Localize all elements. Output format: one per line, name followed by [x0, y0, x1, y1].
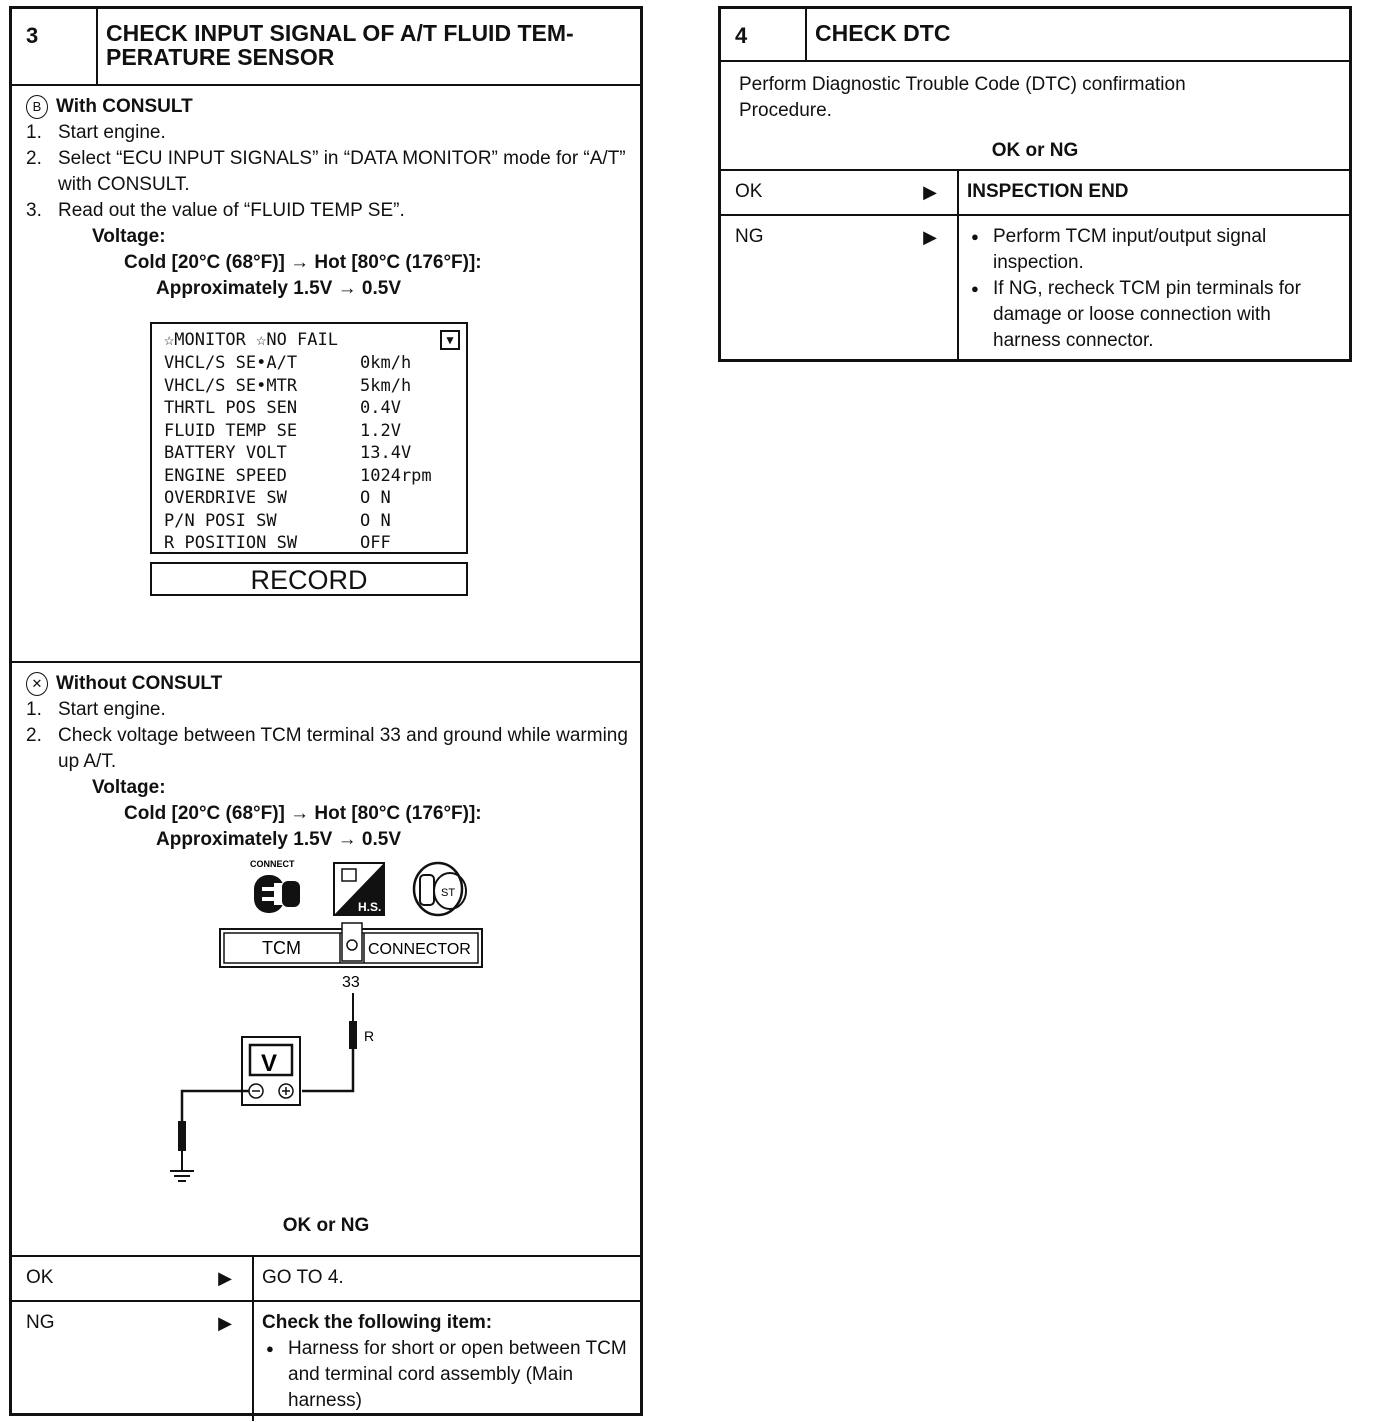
consult-monitor-screen [150, 322, 468, 554]
connect-icon [250, 859, 300, 913]
step4-header [721, 9, 1349, 62]
step4-result-ok [721, 169, 1349, 214]
svg-text:H.S.: H.S. [358, 900, 382, 914]
svg-text:CONNECT: CONNECT [250, 859, 295, 869]
step3-box [9, 6, 643, 1416]
arrow-right-icon: ▶ [923, 227, 937, 247]
list-item: 2. Check voltage between TCM terminal 33 and ground while warming up A/T. [26, 725, 628, 772]
svg-text:CONNECTOR: CONNECTOR [368, 941, 471, 958]
ok-label: OK [26, 1267, 54, 1288]
ok-action: GO TO 4. [262, 1267, 344, 1288]
scroll-down-icon[interactable]: ▼ [440, 330, 460, 350]
arrow-right-icon: ▶ [923, 182, 937, 202]
step3-title: CHECK INPUT SIGNAL OF A/T FLUID TEM-PERATURE SENSOR [106, 20, 574, 70]
monitor-header: ☆MONITOR ☆NO FAIL [164, 330, 338, 350]
step3-number: 3 [12, 9, 98, 84]
list-item: ● Harness for short or open between TCM and terminal cord assembly (Main harness) [262, 1336, 632, 1414]
tcm-voltage-diagram [12, 853, 612, 1213]
list-item: ● If NG, recheck TCM pin terminals for damage or loose connection with harness connector. [967, 276, 1341, 354]
svg-text:ST: ST [441, 887, 456, 899]
step3-header [12, 9, 640, 86]
monitor-row: R POSITION SW OFF [164, 533, 391, 553]
voltage-label: Voltage: [92, 226, 166, 247]
ground-icon [170, 1171, 194, 1181]
ng-label: NG [26, 1312, 55, 1333]
arrow-right-icon: ▶ [218, 1268, 232, 1288]
ng-action-title: Check the following item: [262, 1312, 493, 1333]
monitor-row: P/N POSI SW O N [164, 510, 391, 531]
with-consult-steps [26, 120, 640, 224]
ok-action: INSPECTION END [967, 181, 1129, 202]
list-item: 2. Select “ECU INPUT SIGNALS” in “DATA MONITOR” mode for “A/T” with CONSULT. [26, 148, 626, 195]
monitor-row: VHCL/S SE•A/T 0km/h [164, 353, 412, 373]
ng-label: NG [735, 226, 764, 247]
step4-number: 4 [721, 9, 807, 60]
list-item: 1. Start engine. [26, 699, 166, 720]
svg-text:V: V [261, 1050, 278, 1077]
monitor-row: ENGINE SPEED 1024rpm [164, 465, 432, 486]
arrow-right-icon: ▶ [218, 1313, 232, 1333]
list-item: 3. Read out the value of “FLUID TEMP SE”. [26, 200, 405, 221]
monitor-row: FLUID TEMP SE 1.2V [164, 420, 401, 441]
terminal-number: 33 [342, 974, 360, 991]
result-prompt: OK or NG [282, 1215, 370, 1236]
monitor-row: VHCL/S SE•MTR 5km/h [164, 375, 412, 396]
step3-result-ng [12, 1300, 640, 1421]
step4-title: CHECK DTC [815, 20, 951, 46]
wire-color: R [364, 1028, 375, 1044]
step3-result-ok [12, 1255, 640, 1300]
monitor-row: OVERDRIVE SW O N [164, 488, 391, 508]
ignition-key-icon [414, 863, 466, 915]
voltage-spec-line1: Cold [20°C (68°F)] → Hot [80°C (176°F)]: [124, 252, 482, 273]
list-item: ● Perform TCM input/output signal inspection. [967, 224, 1341, 276]
without-consult-steps [26, 697, 640, 775]
result-prompt: OK or NG [991, 140, 1079, 161]
no-consult-icon: ✕ [26, 672, 48, 696]
voltage-spec-line2: Approximately 1.5V → 0.5V [156, 278, 401, 299]
step4-box [718, 6, 1352, 362]
ok-label: OK [735, 181, 763, 202]
voltage-spec-line1: Cold [20°C (68°F)] → Hot [80°C (176°F)]: [124, 803, 482, 824]
record-button[interactable]: RECORD [150, 562, 468, 596]
voltage-spec-line2: Approximately 1.5V → 0.5V [156, 829, 401, 850]
voltage-label: Voltage: [92, 777, 166, 798]
step4-body: Perform Diagnostic Trouble Code (DTC) confirmation Procedure. [739, 74, 1186, 121]
without-consult-section [12, 663, 640, 1255]
monitor-row: THRTL POS SEN 0.4V [164, 398, 401, 418]
consult-icon: B [26, 95, 48, 119]
without-consult-heading: Without CONSULT [56, 673, 223, 694]
monitor-row: BATTERY VOLT 13.4V [164, 443, 412, 463]
tcm-connector [220, 923, 482, 967]
harness-check-icon [334, 863, 384, 915]
step4-result-ng [721, 214, 1349, 360]
list-item: 1. Start engine. [26, 122, 166, 143]
with-consult-section [12, 86, 640, 663]
with-consult-heading: With CONSULT [56, 96, 193, 117]
voltmeter-icon [242, 1037, 300, 1105]
svg-text:TCM: TCM [262, 938, 301, 958]
